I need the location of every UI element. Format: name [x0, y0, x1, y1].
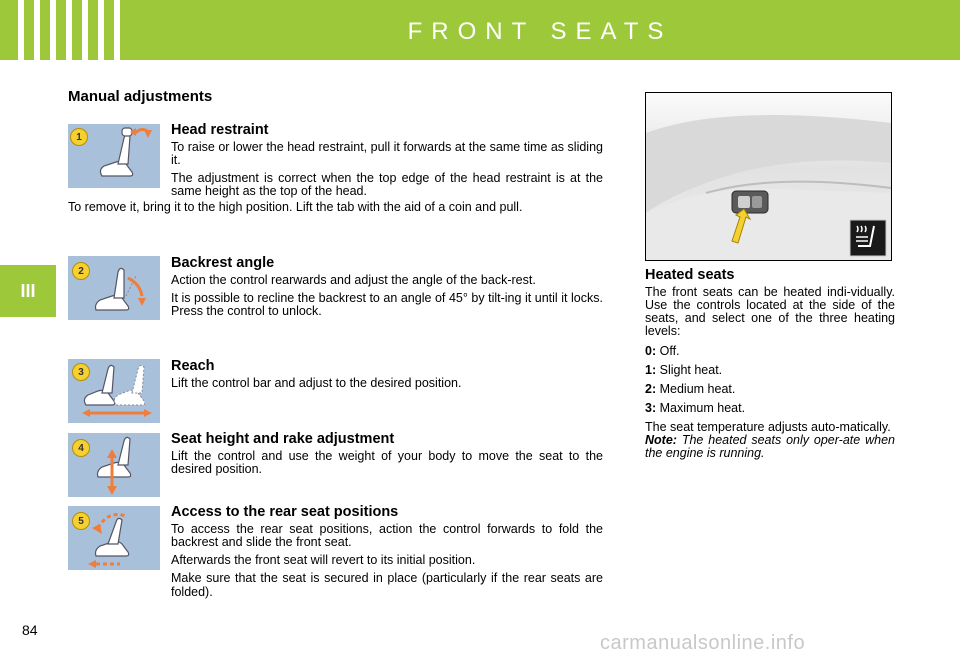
note-text: The heated seats only oper-ate when the engine is running.	[645, 433, 895, 461]
heat-level-key: 0:	[645, 343, 657, 358]
page-number: 84	[22, 622, 38, 638]
heated-seats-section	[645, 267, 895, 466]
reach-illustration	[68, 359, 160, 423]
section-heading: Manual adjustments	[68, 88, 213, 105]
heat-level-1	[645, 364, 895, 377]
header-stripe	[66, 0, 72, 60]
heat-level-key: 1:	[645, 362, 657, 377]
rear-access-text-2: Afterwards the front seat will revert to its initial position.	[171, 553, 476, 568]
heat-level-3	[645, 402, 895, 415]
heat-level-0	[645, 345, 895, 358]
item-number-badge: 4	[72, 439, 90, 457]
heat-level-text: Off.	[659, 343, 680, 358]
rear-access-illustration	[68, 506, 160, 570]
item-number-badge: 5	[72, 512, 90, 530]
heated-seats-auto: The seat temperature adjusts auto-matically.	[645, 420, 891, 434]
rear-access-section	[171, 504, 603, 604]
item-number-badge: 1	[70, 128, 88, 146]
seat-height-section	[171, 431, 603, 481]
rear-access-text-3: Make sure that the seat is secured in place (particularly if the rear seats are folded).	[171, 571, 603, 599]
header-stripe	[34, 0, 40, 60]
heat-level-text: Medium heat.	[659, 381, 736, 396]
head-restraint-illustration	[68, 124, 160, 188]
heat-level-2	[645, 383, 895, 396]
head-restraint-text-2: The adjustment is correct when the top edge of the head restraint is at the same height as the top of the head.	[171, 171, 603, 199]
backrest-angle-title: Backrest angle	[171, 255, 275, 271]
heated-seats-title: Heated seats	[645, 267, 735, 283]
watermark: carmanualsonline.info	[600, 632, 806, 654]
header-stripe	[82, 0, 88, 60]
heated-seats-note	[645, 434, 895, 460]
heat-level-key: 2:	[645, 381, 657, 396]
page-title: FRONT SEATS	[407, 18, 673, 45]
heat-level-key: 3:	[645, 400, 657, 415]
header-stripe	[98, 0, 104, 60]
reach-section	[171, 358, 603, 395]
reach-text: Lift the control bar and adjust to the desired position.	[171, 376, 462, 390]
header-stripe	[18, 0, 24, 60]
heated-seats-intro: The front seats can be heated indi-vidually. Use the controls located at the side of the seats, and select one of the three heating levels:	[645, 285, 895, 339]
reach-title: Reach	[171, 358, 215, 374]
seat-height-illustration	[68, 433, 160, 497]
item-number-badge: 2	[72, 262, 90, 280]
item-number-badge: 3	[72, 363, 90, 381]
note-label: Note:	[645, 433, 677, 448]
seat-side-switch-icon	[646, 93, 891, 260]
backrest-angle-illustration	[68, 256, 160, 320]
page-header	[0, 0, 960, 60]
backrest-angle-text-1: Action the control rearwards and adjust the angle of the back-rest.	[171, 273, 536, 287]
head-restraint-removal-text: To remove it, bring it to the high position. Lift the tab with the aid of a coin and pull.	[68, 200, 523, 214]
head-restraint-text-1: To raise or lower the head restraint, pull it forwards at the same time as sliding it.	[171, 140, 603, 168]
rear-access-title: Access to the rear seat positions	[171, 504, 399, 520]
chapter-tab[interactable]: III	[0, 265, 56, 317]
backrest-angle-text-2: It is possible to recline the backrest to an angle of 45° by tilt-ing it until it locks. Press the control to unlock.	[171, 291, 603, 319]
backrest-angle-section	[171, 255, 603, 323]
seat-height-text: Lift the control and use the weight of your body to move the seat to the desired position.	[171, 449, 603, 477]
head-restraint-section	[171, 122, 603, 204]
seat-height-title: Seat height and rake adjustment	[171, 431, 395, 447]
head-restraint-title: Head restraint	[171, 122, 269, 138]
heated-seat-control-photo	[645, 92, 892, 261]
rear-access-text-1: To access the rear seat positions, action the control forwards to fold the backrest and slide the front seat.	[171, 522, 603, 550]
header-stripe	[50, 0, 56, 60]
heat-level-text: Maximum heat.	[659, 400, 746, 415]
heat-level-text: Slight heat.	[659, 362, 723, 377]
